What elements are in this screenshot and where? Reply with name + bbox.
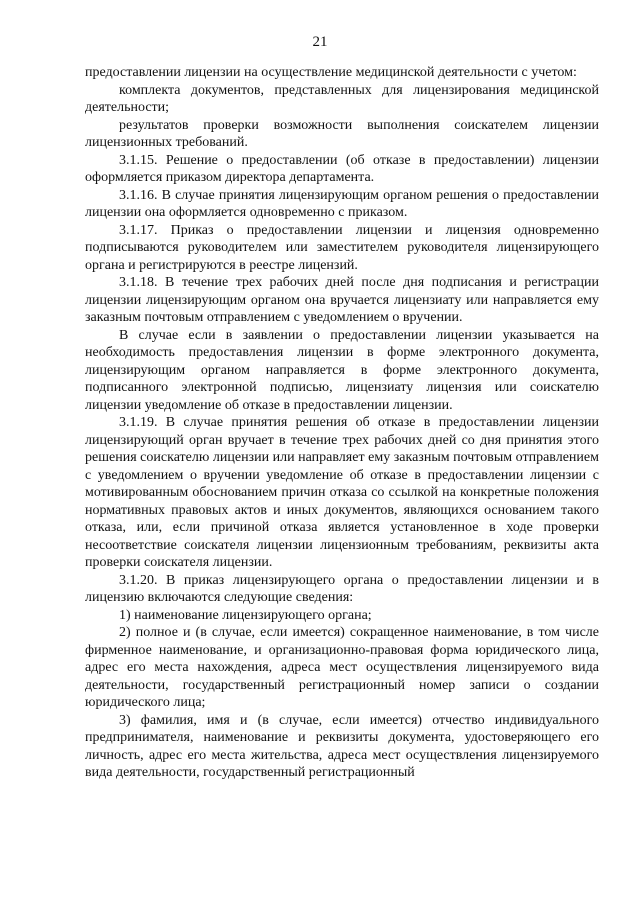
paragraph: результатов проверки возможности выполнения соискателем лицензии лицензионных требований. — [85, 117, 599, 150]
paragraph: 2) полное и (в случае, если имеется) сокращенное наименование, в том числе фирменное наименование, и организационно-правовая форма юридического лица, адрес его места нахождения, адреса мест осуществления лицензируемого вида деятельности, государственный регистрационный номер записи о создании юридического лица; — [85, 625, 599, 710]
paragraph: 3.1.20. В приказ лицензирующего органа о предоставлении лицензии и в лицензию включаются следующие сведения: — [85, 572, 599, 605]
paragraph: 3.1.17. Приказ о предоставлении лицензии и лицензия одновременно подписываются руководителем или заместителем руководителя лицензирующего органа и регистрируются в реестре лицензий. — [85, 222, 599, 273]
paragraph: предоставлении лицензии на осуществление медицинской деятельности с учетом: — [85, 65, 577, 80]
paragraph: 3) фамилия, имя и (в случае, если имеется) отчество индивидуального предпринимателя, наименование и реквизиты документа, удостоверяющего его личность, адрес его места жительства, адреса мест осуществления лицензируемого вида деятельности, государственный регистрационный — [85, 712, 599, 780]
paragraph: В случае если в заявлении о предоставлении лицензии указывается на необходимость предоставления лицензии в форме электронного документа, лицензирующим органом направляется в форме электронного документа, подписанного электронной подписью, лицензиату лицензия или соискателю лицензии уведомление об отказе в предоставлении лицензии. — [85, 327, 599, 413]
paragraph: 1) наименование лицензирующего органа; — [119, 607, 372, 623]
document-body — [85, 64, 599, 782]
paragraph: 3.1.18. В течение трех рабочих дней после дня подписания и регистрации лицензии лицензирующим органом она вручается лицензиату или направляется ему заказным почтовым отправлением с уведомлением о вручении. — [85, 275, 599, 325]
paragraph: комплекта документов, представленных для лицензирования медицинской деятельности; — [85, 82, 599, 115]
paragraph: 3.1.15. Решение о предоставлении (об отказе в предоставлении) лицензии оформляется приказом директора департамента. — [85, 152, 599, 185]
paragraph: 3.1.19. В случае принятия решения об отказе в предоставлении лицензии лицензирующий орган вручает в течение трех рабочих дней со дня принятия этого решения соискателю лицензии или направляет ему заказным почтовым отправлением с уведомлением о вручении уведомление об отказе в предоставлении лицензии с мотивированным обоснованием причин отказа со ссылкой на конкретные положения нормативных правовых актов и иных документов, являющихся основанием такого отказа, или, если причиной отказа является установленное в ходе проверки несоответствие соискателя лицензии лицензионным требованиям, реквизиты акта проверки соискателя лицензии. — [85, 415, 599, 570]
paragraph: 3.1.16. В случае принятия лицензирующим органом решения о предоставлении лицензии она оформляется одновременно с приказом. — [85, 187, 599, 220]
page-number: 21 — [312, 34, 328, 50]
